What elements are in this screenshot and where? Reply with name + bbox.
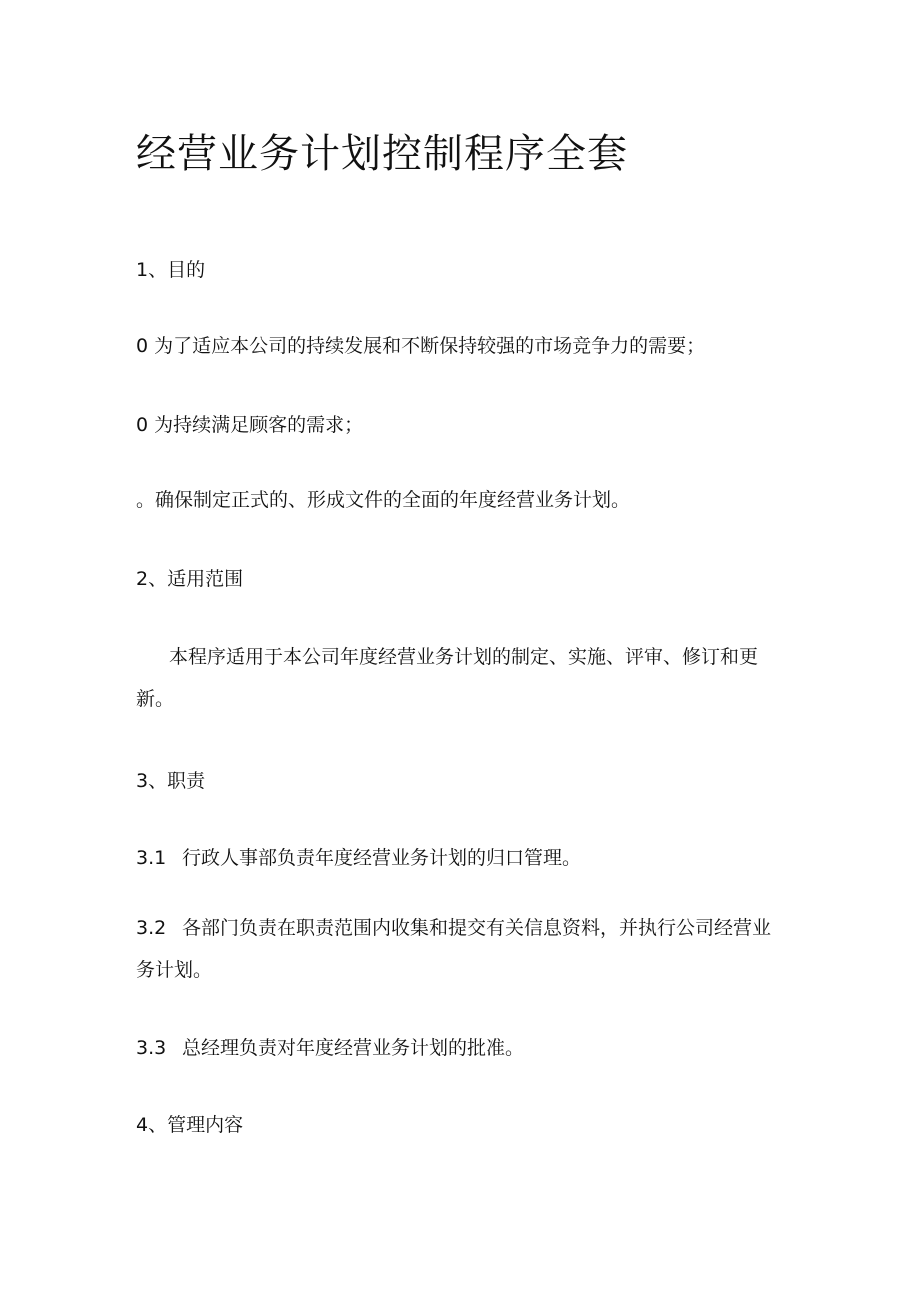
item-text: 总经理负责对年度经营业务计划的批准。 [182,1037,525,1059]
item-text: 行政人事部负责年度经营业务计划的归口管理。 [182,847,582,869]
responsibility-item-3-3 [136,1031,524,1065]
purpose-item-1: 0 为了适应本公司的持续发展和不断保持较强的市场竞争力的需要； [136,335,706,357]
purpose-item-3: 。确保制定正式的、形成文件的全面的年度经营业务计划。 [136,489,631,511]
responsibility-item-3-2 [136,907,776,991]
section-3-heading: 3、职责 [136,770,206,792]
item-number: 3.2 [136,917,167,939]
item-number: 3.1 [136,847,167,869]
section-2-heading: 2、适用范围 [136,568,244,590]
section-4-heading: 4、管理内容 [136,1114,244,1136]
section-1-heading: 1、目的 [136,259,206,281]
responsibility-item-3-1 [136,841,581,875]
document-title: 经营业务计划控制程序全套 [136,131,628,177]
item-text: 各部门负责在职责范围内收集和提交有关信息资料，并执行公司经营业务计划。 [136,917,772,981]
purpose-item-2: 0 为持续满足顾客的需求； [136,414,364,436]
scope-paragraph: 本程序适用于本公司年度经营业务计划的制定、实施、评审、修订和更新。 [136,646,759,710]
item-number: 3.3 [136,1037,167,1059]
